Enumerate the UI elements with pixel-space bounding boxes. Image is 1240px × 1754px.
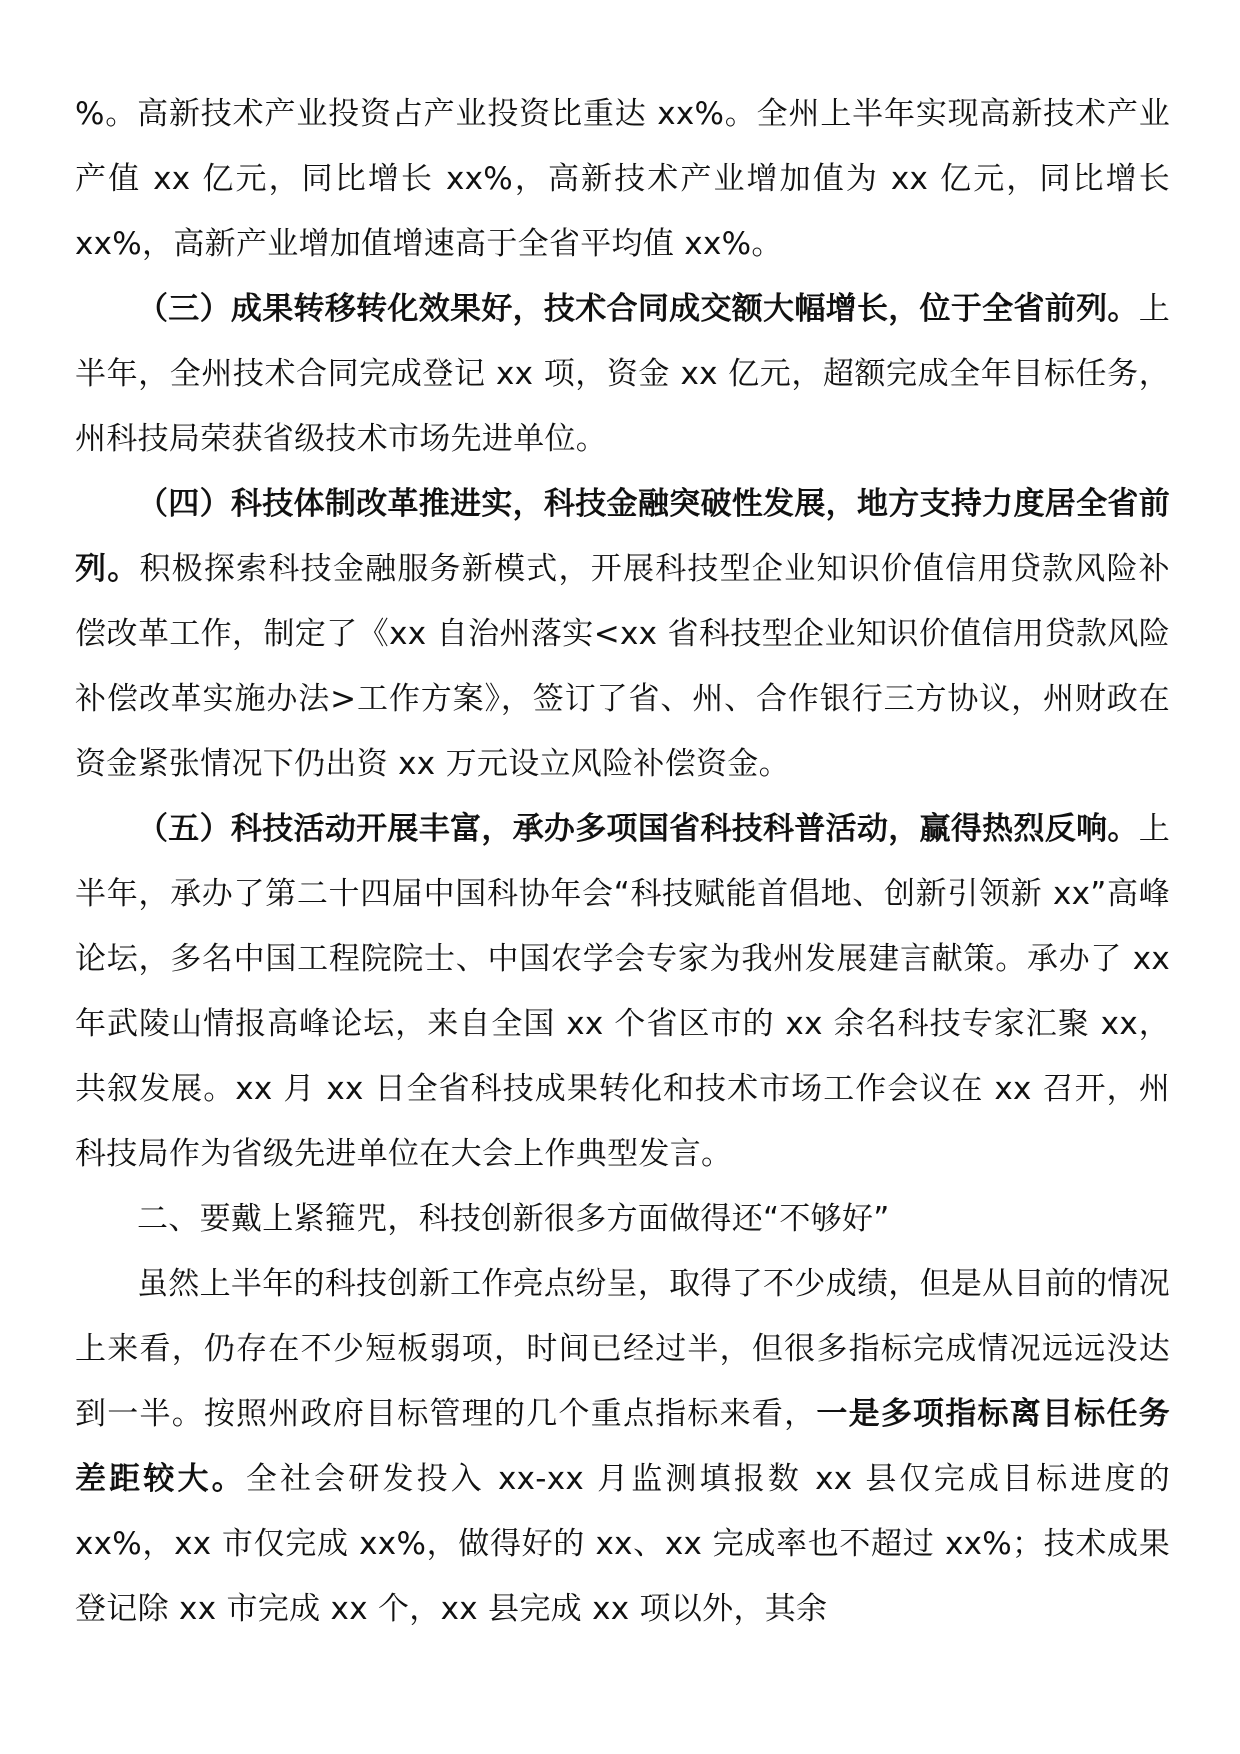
paragraph-system-reform — [75, 472, 1170, 797]
paragraph-body: 积极探索科技金融服务新模式，开展科技型企业知识价值信用贷款风险补偿改革工作，制定了《xx 自治州落实<xx 省科技型企业知识价值信用贷款风险补偿改革实施办法>工作方案》，签订了省、州、合作银行三方协议，州财政在资金紧张情况下仍出资 xx 万元设立风险补偿资金。 — [75, 551, 1170, 782]
paragraph-body: 虽然上半年的科技创新工作亮点纷呈，取得了不少成绩，但是从目前的情况上来看，仍存在不少短板弱项，时间已经过半，但很多指标完成情况远远没达到一半。按照州政府目标管理的几个重点指标来看， — [75, 1266, 1170, 1432]
section-heading-five: （五）科技活动开展丰富，承办多项国省科技科普活动，赢得热烈反响。 — [137, 811, 1139, 847]
paragraph-body: 上半年，承办了第二十四届中国科协年会“科技赋能首倡地、创新引领新 xx”高峰论坛，多名中国工程院院士、中国农学会专家为我州发展建言献策。承办了 xx 年武陵山情报高峰论坛，来自全国 xx 个省区市的 xx 余名科技专家汇聚 xx，共叙发展。xx 月 xx 日全省科技成果转化和技术市场工作会议在 xx 召开，州科技局作为省级先进单位在大会上作典型发言。 — [75, 811, 1170, 1172]
inline-bold-point-one: 一是多项指标离目标任务差距较大。 — [75, 1396, 1170, 1497]
section-heading-four: （四）科技体制改革推进实，科技金融突破性发展，地方支持力度居全省前列。 — [75, 486, 1170, 587]
paragraph-science-activities — [75, 797, 1170, 1187]
section-heading-three: （三）成果转移转化效果好，技术合同成交额大幅增长，位于全省前列。 — [137, 291, 1139, 327]
paragraph-achievement-transfer — [75, 277, 1170, 472]
paragraph-body: 上半年，全州技术合同完成登记 xx 项，资金 xx 亿元，超额完成全年目标任务，州科技局荣获省级技术市场先进单位。 — [75, 291, 1170, 457]
paragraph-body: %。高新技术产业投资占产业投资比重达 xx%。全州上半年实现高新技术产业产值 xx 亿元，同比增长 xx%，高新技术产业增加值为 xx 亿元，同比增长 xx%，高新产业增加值增速高于全省平均值 xx%。 — [75, 96, 1170, 262]
paragraph-tail: 全社会研发投入 xx-xx 月监测填报数 xx 县仅完成目标进度的 xx%，xx 市仅完成 xx%，做得好的 xx、xx 完成率也不超过 xx%；技术成果登记除 xx 市完成 xx 个，xx 县完成 xx 项以外，其余 — [75, 1461, 1171, 1627]
paragraph-body: 二、要戴上紧箍咒，科技创新很多方面做得还“不够好” — [137, 1201, 890, 1237]
paragraph-shortcomings — [75, 1252, 1170, 1642]
section-heading-two — [75, 1187, 1170, 1252]
paragraph-hightech-output — [75, 82, 1170, 277]
